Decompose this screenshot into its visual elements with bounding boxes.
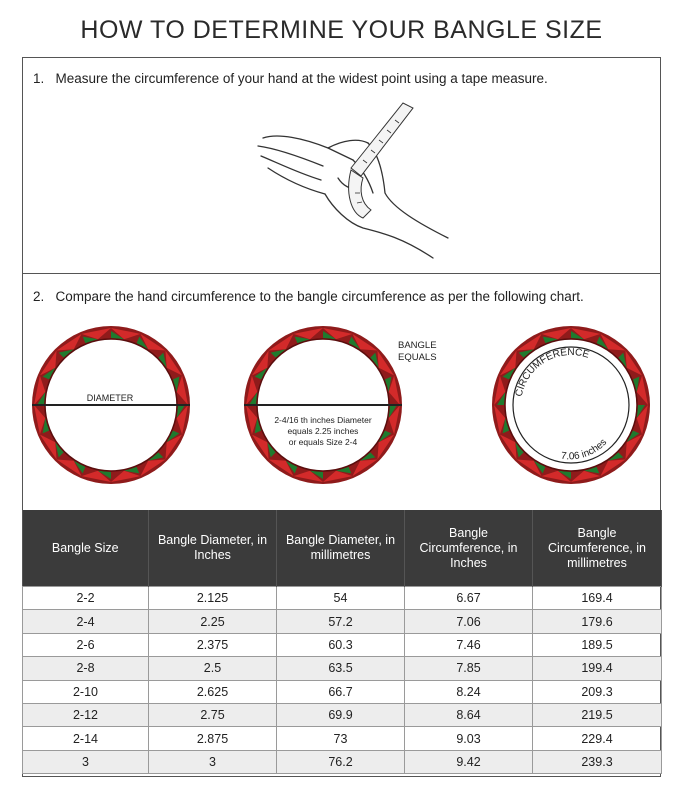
- example-ring-diagram: [240, 322, 406, 488]
- hand-measuring-illustration: [233, 98, 463, 263]
- example-line-1: 2-4/16 th inches Diameter: [274, 415, 372, 425]
- table-cell: 2.125: [149, 587, 277, 610]
- table-cell: 9.03: [405, 727, 533, 750]
- table-cell: 2.375: [149, 633, 277, 656]
- table-cell: 7.46: [405, 633, 533, 656]
- table-cell: 3: [23, 750, 149, 773]
- table-cell: 54: [277, 587, 405, 610]
- table-row: [23, 657, 662, 680]
- tape-measure: [349, 103, 413, 218]
- table-cell: 2.625: [149, 680, 277, 703]
- diameter-label: DIAMETER: [86, 393, 134, 403]
- header-diameter-inches: Bangle Diameter, in Inches: [149, 510, 277, 587]
- step-2-text: [33, 289, 584, 304]
- header-circumference-inches: Bangle Circumference, in Inches: [405, 510, 533, 587]
- circumference-ring-diagram: [488, 322, 654, 488]
- bangle-equals-line-1: BANGLE: [398, 340, 437, 351]
- table-header-row: [23, 510, 662, 587]
- table-cell: 7.06: [405, 610, 533, 633]
- table-cell: 2-14: [23, 727, 149, 750]
- bangle-equals-line-2: EQUALS: [398, 352, 437, 363]
- table-row: [23, 633, 662, 656]
- table-row: [23, 727, 662, 750]
- table-cell: 7.85: [405, 657, 533, 680]
- step-2-number: 2.: [33, 289, 45, 304]
- table-cell: 229.4: [533, 727, 662, 750]
- table-cell: 57.2: [277, 610, 405, 633]
- table-cell: 2-8: [23, 657, 149, 680]
- table-cell: 169.4: [533, 587, 662, 610]
- table-cell: 219.5: [533, 703, 662, 726]
- table-cell: 2.25: [149, 610, 277, 633]
- table-cell: 66.7: [277, 680, 405, 703]
- table-cell: 3: [149, 750, 277, 773]
- header-bangle-size: Bangle Size: [23, 510, 149, 587]
- table-cell: 2-4: [23, 610, 149, 633]
- table-cell: 209.3: [533, 680, 662, 703]
- table-cell: 76.2: [277, 750, 405, 773]
- table-cell: 60.3: [277, 633, 405, 656]
- table-cell: 189.5: [533, 633, 662, 656]
- table-cell: 9.42: [405, 750, 533, 773]
- table-row: [23, 610, 662, 633]
- table-cell: 2-10: [23, 680, 149, 703]
- table-cell: 73: [277, 727, 405, 750]
- table-cell: 69.9: [277, 703, 405, 726]
- table-cell: 2-12: [23, 703, 149, 726]
- circumference-label: CIRCUMFERENCE: [513, 347, 591, 398]
- table-cell: 2.5: [149, 657, 277, 680]
- step-2-label: Compare the hand circumference to the bangle circumference as per the following chart.: [55, 289, 584, 304]
- table-row: [23, 680, 662, 703]
- step-1-text: [33, 71, 548, 86]
- table-row: [23, 703, 662, 726]
- header-diameter-mm: Bangle Diameter, in millimetres: [277, 510, 405, 587]
- diameter-ring-diagram: [28, 322, 194, 488]
- step-1-label: Measure the circumference of your hand at the widest point using a tape measure.: [55, 71, 548, 86]
- page-title: HOW TO DETERMINE YOUR BANGLE SIZE: [80, 16, 603, 44]
- table-cell: 2.875: [149, 727, 277, 750]
- table-cell: 239.3: [533, 750, 662, 773]
- table-cell: 6.67: [405, 587, 533, 610]
- table-cell: 2-6: [23, 633, 149, 656]
- step-1-section: [23, 58, 660, 274]
- table-cell: 199.4: [533, 657, 662, 680]
- table-cell: 2.75: [149, 703, 277, 726]
- bangle-equals-label: [398, 340, 437, 364]
- table-cell: 8.64: [405, 703, 533, 726]
- table-cell: 63.5: [277, 657, 405, 680]
- table-cell: 8.24: [405, 680, 533, 703]
- circumference-value: 7.06 inches: [560, 436, 610, 463]
- step-1-number: 1.: [33, 71, 45, 86]
- table-row: [23, 587, 662, 610]
- table-row: [23, 750, 662, 773]
- header-circumference-mm: Bangle Circumference, in millimetres: [533, 510, 662, 587]
- table-cell: 2-2: [23, 587, 149, 610]
- table-cell: 179.6: [533, 610, 662, 633]
- example-line-2: equals 2.25 inches: [287, 426, 359, 436]
- example-line-3: or equals Size 2-4: [288, 437, 358, 447]
- bangle-size-table: [22, 510, 662, 774]
- example-diameter-text: [251, 415, 395, 448]
